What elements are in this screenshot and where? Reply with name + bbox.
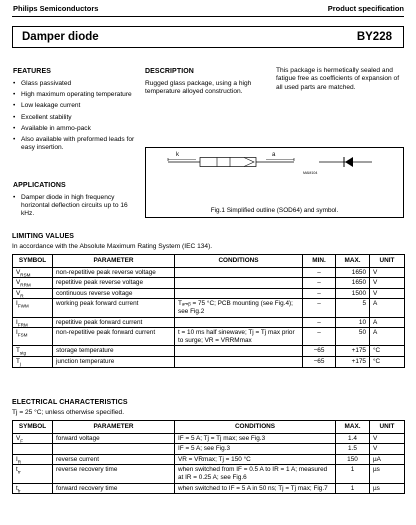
min-cell: – [303, 278, 336, 289]
symbol-cell [13, 328, 53, 346]
symbol-subscript: F [20, 437, 24, 443]
unit-cell: °C [370, 346, 405, 357]
max-cell: 1 [336, 483, 370, 494]
symbol-text: V [16, 289, 21, 297]
parameter-cell: repetitive peak reverse voltage [53, 278, 175, 289]
conditions-cell: t = 10 ms half sinewave; Tj = Tj max prior to surge; VR = VRRMmax [175, 328, 303, 346]
symbol-cell [13, 278, 53, 289]
symbol-cell [13, 483, 53, 494]
symbol-text: V [16, 279, 21, 287]
features-heading: FEATURES [13, 68, 52, 75]
symbol-text: I [16, 455, 18, 463]
table-header-row [13, 421, 405, 434]
max-cell: 1.5 [336, 444, 370, 455]
symbol-text: I [16, 329, 18, 337]
parameter-cell: forward recovery time [53, 483, 175, 494]
table-row [13, 346, 405, 357]
table-row [13, 328, 405, 346]
document-type: Product specification [327, 4, 404, 13]
unit-cell: V [370, 278, 405, 289]
table-row [13, 356, 405, 367]
diode-symbol-icon [345, 157, 353, 167]
conditions-cell [175, 278, 303, 289]
min-cell: – [303, 288, 336, 299]
max-cell: 5 [336, 299, 370, 317]
parameter-cell: reverse recovery time [53, 465, 175, 483]
symbol-subscript: R [20, 293, 24, 299]
max-cell: 50 [336, 328, 370, 346]
list-item: • Damper diode in high frequency horizontal deflection circuits up to 16 kHz. [13, 194, 133, 219]
min-cell: – [303, 328, 336, 346]
unit-cell: V [370, 444, 405, 455]
min-cell: – [303, 317, 336, 328]
conditions-cell: IF = 5 A; Tj = Tj max; see Fig.3 [175, 433, 336, 444]
symbol-text: I [16, 300, 18, 308]
parameter-cell: storage temperature [53, 346, 175, 357]
table-row [13, 454, 405, 465]
symbol-subscript: RRM [20, 282, 31, 288]
parameter-cell: junction temperature [53, 356, 175, 367]
parameter-cell [53, 444, 175, 455]
symbol-cell [13, 299, 53, 317]
symbol-text: V [16, 268, 21, 276]
symbol-cell [13, 433, 53, 444]
column-header: PARAMETER [53, 421, 175, 434]
symbol-subscript: RSM [20, 271, 31, 277]
symbol-subscript: stg [19, 350, 27, 356]
conditions-cell: when switched from IF = 0.5 A to IR = 1 A; measured at IR = 0.25 A; see Fig.6 [175, 465, 336, 483]
symbol-subscript: R [17, 459, 22, 465]
table-row [13, 299, 405, 317]
limiting-values-heading: LIMITING VALUES [12, 233, 75, 240]
symbol-text: t [16, 466, 18, 474]
symbol-cell [13, 346, 53, 357]
conditions-cell: Tₐₘᵦ = 75 °C; PCB mounting (see Fig.4); see Fig.2 [175, 299, 303, 317]
column-header: CONDITIONS [175, 421, 336, 434]
symbol-cell [13, 356, 53, 367]
company-name: Philips Semiconductors [13, 4, 99, 13]
table-row [13, 267, 405, 278]
parameter-cell: forward voltage [53, 433, 175, 444]
list-item: • Low leakage current [13, 102, 135, 110]
electrical-body [13, 433, 405, 494]
symbol-cell [13, 465, 53, 483]
max-cell: 1 [336, 465, 370, 483]
column-header: UNIT [370, 255, 405, 268]
conditions-cell: IF = 5 A; see Fig.3 [175, 444, 336, 455]
description-heading: DESCRIPTION [145, 68, 194, 75]
table-row [13, 465, 405, 483]
min-cell: – [303, 267, 336, 278]
symbol-cell [13, 288, 53, 299]
unit-cell: µs [370, 465, 405, 483]
max-cell: +175 [336, 346, 370, 357]
parameter-cell: working peak forward current [53, 299, 175, 317]
parameter-cell: continuous reverse voltage [53, 288, 175, 299]
conditions-cell [175, 346, 303, 357]
conditions-cell [175, 317, 303, 328]
electrical-table [12, 420, 405, 494]
description-text: Rugged glass package, using a high temperature alloyed construction. [145, 80, 252, 96]
unit-cell: V [370, 433, 405, 444]
table-row [13, 288, 405, 299]
electrical-heading: ELECTRICAL CHARACTERISTICS [12, 399, 128, 406]
applications-list [13, 194, 133, 222]
unit-cell: A [370, 328, 405, 346]
symbol-subscript: FSM [17, 332, 28, 338]
symbol-subscript: fr [17, 487, 21, 493]
cathode-label: k [176, 152, 179, 158]
limiting-values-body [13, 267, 405, 367]
parameter-cell: non-repetitive peak reverse voltage [53, 267, 175, 278]
symbol-subscript: rr [17, 469, 21, 475]
figure-code: MAM104 [303, 171, 318, 175]
list-item: • Available in ammo-pack [13, 125, 135, 133]
unit-cell: A [370, 299, 405, 317]
max-cell: 1.4 [336, 433, 370, 444]
symbol-subscript: FWM [17, 303, 29, 309]
symbol-cell [13, 317, 53, 328]
figure-caption: Fig.1 Simplified outline (SOD64) and symbol. [210, 207, 339, 214]
list-item: • Glass passivated [13, 80, 135, 88]
symbol-cell [13, 444, 53, 455]
column-header: UNIT [370, 421, 405, 434]
symbol-text: I [16, 318, 18, 326]
features-list [13, 80, 135, 155]
column-header: SYMBOL [13, 255, 53, 268]
table-row [13, 317, 405, 328]
parameter-cell: repetitive peak forward current [53, 317, 175, 328]
min-cell: −65 [303, 356, 336, 367]
symbol-text: V [16, 434, 21, 442]
min-cell: – [303, 299, 336, 317]
max-cell: 1650 [336, 278, 370, 289]
column-header: MIN. [303, 255, 336, 268]
table-header-row [13, 255, 405, 268]
table-row [13, 483, 405, 494]
unit-cell: A [370, 317, 405, 328]
conditions-cell [175, 288, 303, 299]
unit-cell: V [370, 288, 405, 299]
column-header: MAX. [336, 255, 370, 268]
unit-cell: V [370, 267, 405, 278]
applications-heading: APPLICATIONS [13, 182, 66, 189]
list-item: • Also available with preformed leads for easy insertion. [13, 136, 135, 152]
column-header: MAX. [336, 421, 370, 434]
max-cell: 10 [336, 317, 370, 328]
parameter-cell: reverse current [53, 454, 175, 465]
symbol-cell [13, 267, 53, 278]
symbol-text: T [16, 357, 20, 365]
limiting-values-note: In accordance with the Absolute Maximum Rating System (IEC 134). [12, 243, 213, 250]
header-rule [12, 16, 404, 17]
column-header: PARAMETER [53, 255, 175, 268]
limiting-values-table [12, 254, 405, 368]
column-header: SYMBOL [13, 421, 53, 434]
unit-cell: °C [370, 356, 405, 367]
description-text-2: This package is hermetically sealed and fatigue free as coefficients of expansion of all used parts are matched. [276, 67, 400, 91]
list-item: • High maximum operating temperature [13, 91, 135, 99]
conditions-cell: when switched to IF = 5 A in 50 ns; Tj = Tj max; Fig.7 [175, 483, 336, 494]
conditions-cell [175, 267, 303, 278]
table-row [13, 278, 405, 289]
symbol-subscript: FRM [17, 321, 28, 327]
symbol-subscript: j [19, 361, 21, 367]
max-cell: 150 [336, 454, 370, 465]
unit-cell: µs [370, 483, 405, 494]
max-cell: 1500 [336, 288, 370, 299]
table-row [13, 444, 405, 455]
unit-cell: µA [370, 454, 405, 465]
anode-label: a [272, 152, 276, 158]
parameter-cell: non-repetitive peak forward current [53, 328, 175, 346]
part-number: BY228 [356, 31, 392, 43]
symbol-text: T [16, 347, 20, 355]
table-row [13, 433, 405, 444]
symbol-cell [13, 454, 53, 465]
list-item: • Excellent stability [13, 114, 135, 122]
conditions-cell: VR = VRmax; Tj = 150 °C [175, 454, 336, 465]
electrical-note: Tj = 25 °C; unless otherwise specified. [12, 409, 125, 416]
min-cell: −65 [303, 346, 336, 357]
max-cell: +175 [336, 356, 370, 367]
column-header: CONDITIONS [175, 255, 303, 268]
product-title: Damper diode [22, 31, 99, 43]
max-cell: 1650 [336, 267, 370, 278]
symbol-text: t [16, 484, 18, 492]
conditions-cell [175, 356, 303, 367]
